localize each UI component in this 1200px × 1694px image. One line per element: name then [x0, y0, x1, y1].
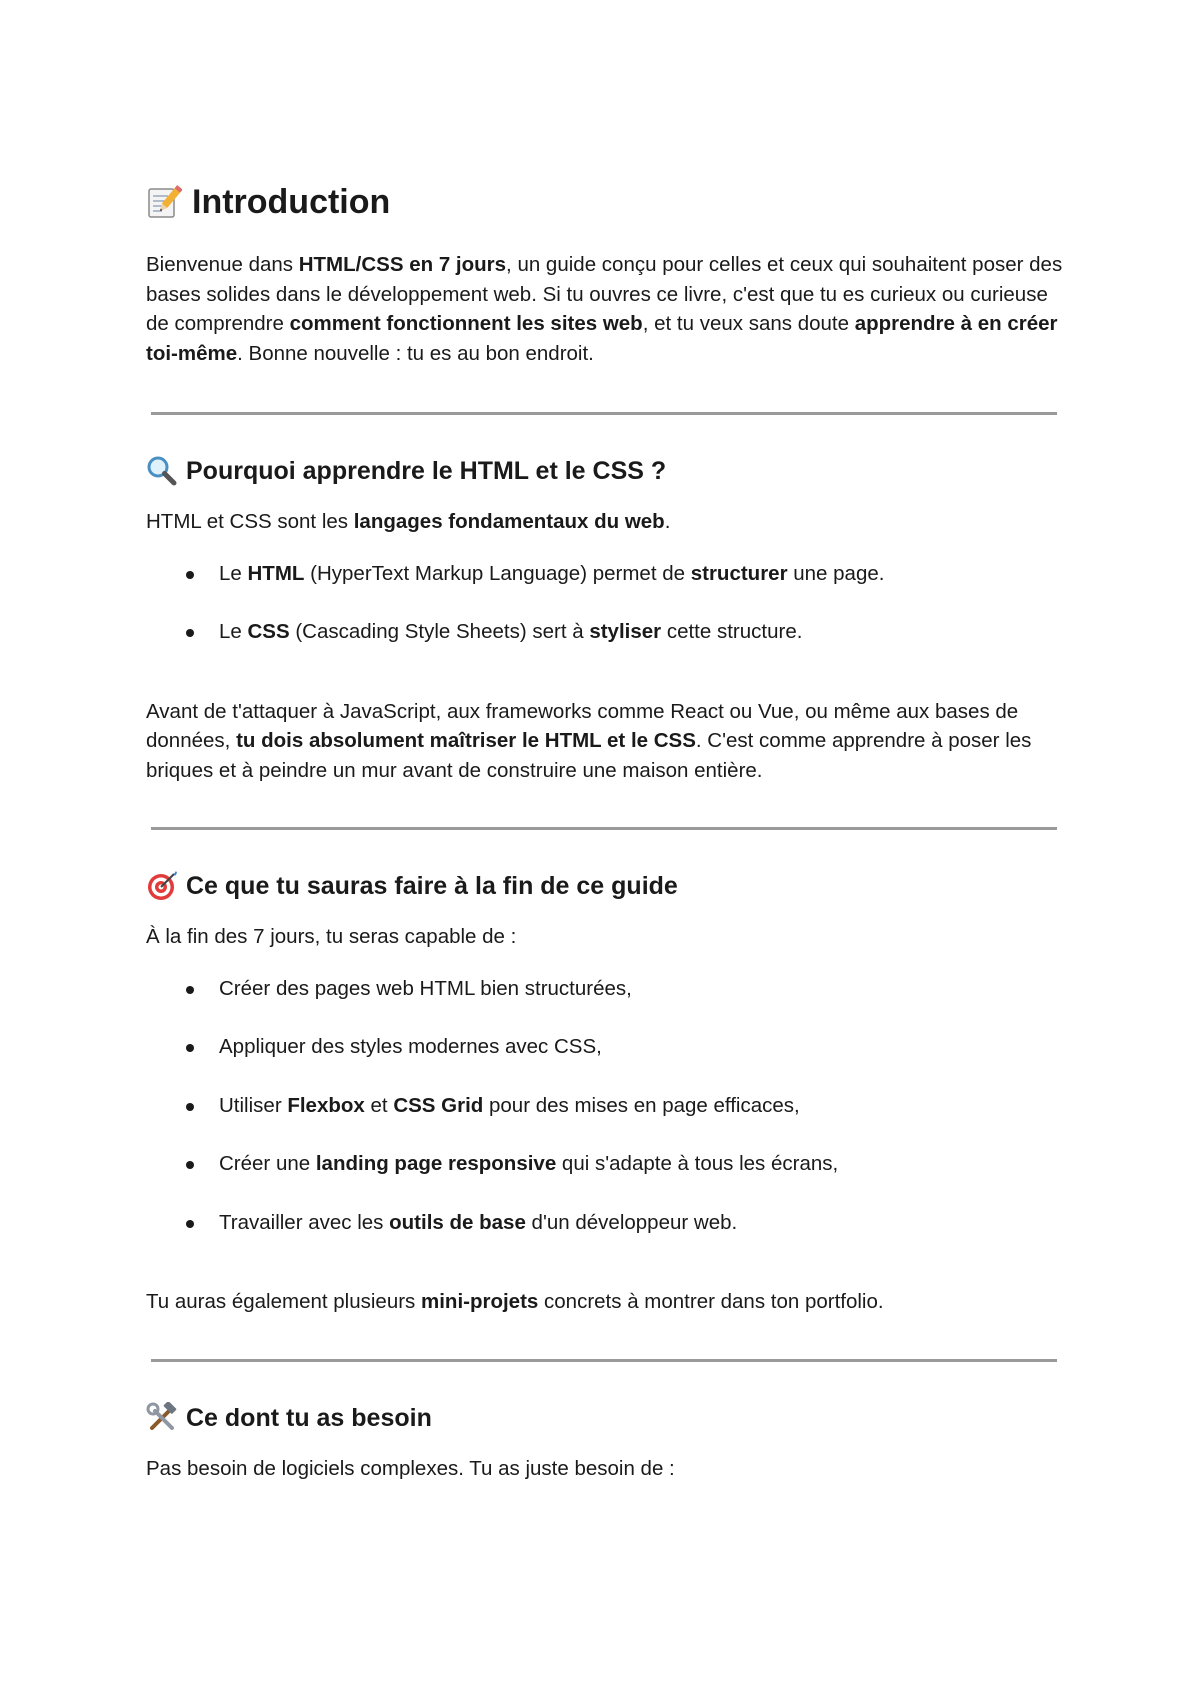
magnifier-icon [146, 455, 178, 487]
why-list [146, 559, 1066, 647]
memo-pencil-icon [146, 184, 182, 220]
target-icon [146, 870, 178, 902]
intro-paragraph: Bienvenue dans HTML/CSS en 7 jours, un guide conçu pour celles et ceux qui souhaitent poser des bases solides dans le développement web. Si tu ouvres ce livre, c'est que tu es curieux ou curieuse de comprendre comment fonctionnent les sites web, et tu veux sans doute apprendre à en créer toi-même. Bonne nouvelle : tu es au bon endroit. [146, 253, 1063, 365]
list-item: Le HTML (HyperText Markup Language) permet de structurer une page. [146, 559, 1066, 589]
intro-title: Introduction [192, 183, 391, 221]
goals-list [146, 974, 1066, 1238]
goals-heading [146, 870, 1066, 902]
hammer-wrench-icon [146, 1402, 178, 1434]
divider-2 [151, 827, 1057, 830]
list-item: Créer des pages web HTML bien structurées, [146, 974, 1066, 1004]
list-item: Appliquer des styles modernes avec CSS, [146, 1032, 1066, 1062]
list-item: Utiliser Flexbox et CSS Grid pour des mises en page efficaces, [146, 1091, 1066, 1121]
goals-lead: À la fin des 7 jours, tu seras capable de : [146, 925, 517, 948]
why-after-paragraph: Avant de t'attaquer à JavaScript, aux frameworks comme React ou Vue, ou même aux bases de données, tu dois absolument maîtriser le HTML et le CSS. C'est comme apprendre à poser les briques et à peindre un mur avant de construire une maison entière. [146, 699, 1032, 782]
intro-heading [146, 182, 1066, 222]
why-title: Pourquoi apprendre le HTML et le CSS ? [186, 457, 667, 485]
needs-heading [146, 1402, 1066, 1434]
why-lead: HTML et CSS sont les langages fondamentaux du web. [146, 510, 671, 533]
goals-after-paragraph: Tu auras également plusieurs mini-projets concrets à montrer dans ton portfolio. [146, 1290, 884, 1313]
needs-title: Ce dont tu as besoin [186, 1403, 432, 1432]
list-item: Le CSS (Cascading Style Sheets) sert à styliser cette structure. [146, 617, 1066, 647]
divider-1 [151, 412, 1057, 415]
list-item: Travailler avec les outils de base d'un développeur web. [146, 1208, 1066, 1238]
goals-title: Ce que tu sauras faire à la fin de ce guide [186, 872, 678, 900]
list-item: Créer une landing page responsive qui s'adapte à tous les écrans, [146, 1149, 1066, 1179]
needs-lead: Pas besoin de logiciels complexes. Tu as juste besoin de : [146, 1456, 675, 1480]
document-page [146, 182, 1066, 1483]
why-heading [146, 455, 1066, 487]
divider-3 [151, 1359, 1057, 1362]
